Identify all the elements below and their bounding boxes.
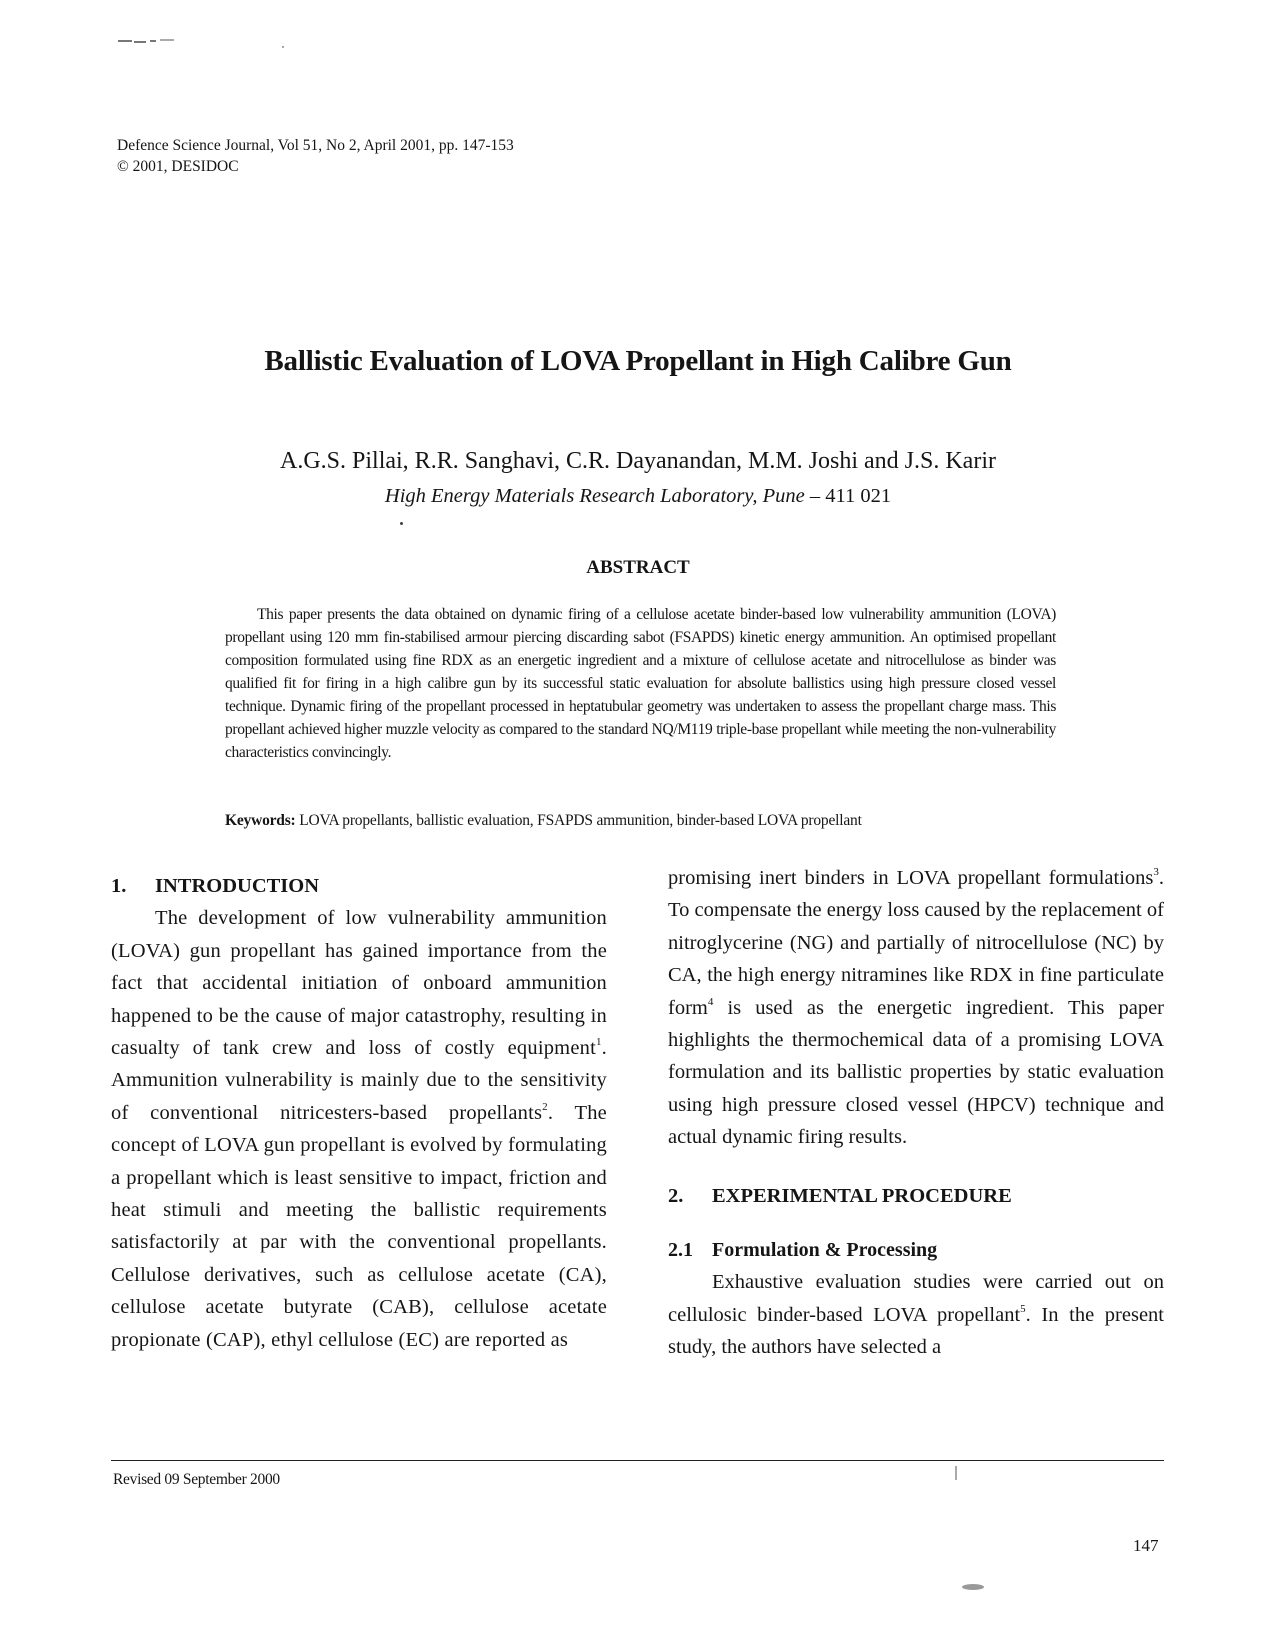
footnote-rule — [111, 1460, 1164, 1461]
scan-speck — [400, 522, 403, 525]
scan-speck — [955, 1466, 957, 1480]
scan-speck — [962, 1584, 984, 1590]
journal-header — [117, 135, 514, 177]
formulation-paragraph — [668, 1266, 1164, 1363]
affiliation-dash: – — [804, 485, 826, 507]
intro-paragraph — [111, 902, 607, 1356]
citation-ref: 2 — [542, 1100, 548, 1113]
affiliation-institution: High Energy Materials Research Laboratory, Pune — [384, 485, 805, 507]
keywords — [225, 812, 862, 830]
intro-text-part: . The concept of LOVA gun propellant is evolved by formulating a propellant which is least sensitive to impact, friction and heat stimuli and meeting the ballistic requirements satisfactorily at par with the conventional propellants. Cellulose derivatives, such as cellulose acetate (CA), cellulose acetate butyrate (CAB), cellulose acetate propionate (CAP), ethyl cellulose (EC) are reported as — [111, 1101, 607, 1351]
left-column — [111, 870, 607, 1356]
intro-text-part: promising inert binders in LOVA propellant formulations — [668, 867, 1154, 889]
intro-text-part: . To compensate the energy loss caused by the replacement of nitroglycerine (NG) and partially of nitrocellulose (NC) by CA, the high energy nitramines like RDX in fine particulate form — [668, 867, 1164, 1019]
subsection-number: 2.1 — [668, 1239, 693, 1262]
formulation-text-part: Exhaustive evaluation studies were carried out on cellulosic binder-based LOVA propellant — [668, 1271, 1164, 1326]
subsection-heading-formulation — [668, 1234, 1164, 1266]
page-number: 147 — [1133, 1536, 1159, 1555]
copyright-line: © 2001, DESIDOC — [117, 158, 239, 175]
citation-ref: 4 — [707, 995, 714, 1008]
author-list: A.G.S. Pillai, R.R. Sanghavi, C.R. Dayanandan, M.M. Joshi and J.S. Karir — [280, 448, 996, 474]
intro-text-part: The development of low vulnerability ammunition (LOVA) gun propellant has gained importance from the fact that accidental initiation of onboard ammunition happened to be the cause of major catastrophy, resulting in casualty of tank crew and loss of costly equipment — [111, 907, 607, 1060]
spacer — [668, 1212, 1164, 1234]
section-title: EXPERIMENTAL PROCEDURE — [712, 1184, 1012, 1207]
scan-artifact — [118, 40, 176, 44]
intro-text-part: is used as the energetic ingredient. This paper highlights the thermochemical data of a promising LOVA formulation and its ballistic properties by static evaluation using high pressure closed vessel (HPCV) technique and actual dynamic firing results. — [668, 996, 1164, 1149]
abstract-heading: ABSTRACT — [586, 557, 690, 578]
keywords-label: Keywords: — [225, 812, 296, 829]
journal-citation: Defence Science Journal, Vol 51, No 2, April 2001, pp. 147-153 — [117, 137, 514, 154]
citation-ref: 1 — [595, 1036, 602, 1049]
intro-text-part: . Ammunition vulnerability is mainly due to the sensitivity of conventional nitricesters-based propellants — [111, 1037, 607, 1124]
abstract-text: This paper presents the data obtained on dynamic firing of a cellulose acetate binder-based low vulnerability ammunition (LOVA) propellant using 120 mm fin-stabilised armour piercing discarding sabot (FSAPDS) kinetic energy ammunition. An optimised propellant composition formulated using fine RDX as an energetic ingredient and a mixture of cellulose acetate and nitrocellulose as binder was qualified fit for firing in a high calibre gun by its successful static evaluation for absolute ballistics using high pressure closed vessel technique. Dynamic firing of the propellant processed in heptatubular geometry was undertaken to assess the propellant charge mass. This propellant achieved higher muzzle velocity as compared to the standard NQ/M119 triple-base propellant while meeting the non-vulnerability characteristics convincingly. — [225, 606, 1056, 761]
formulation-text-part: . In the present study, the authors have selected a — [668, 1303, 1164, 1359]
paper-title: Ballistic Evaluation of LOVA Propellant in High Calibre Gun — [264, 345, 1012, 377]
section-number: 1. — [111, 875, 127, 897]
subsection-title: Formulation & Processing — [712, 1239, 938, 1262]
right-column — [668, 862, 1164, 1364]
section-number: 2. — [668, 1184, 684, 1207]
affiliation — [0, 485, 1276, 508]
citation-ref: 3 — [1153, 866, 1159, 878]
scan-speck — [282, 46, 284, 48]
section-heading-introduction — [111, 870, 607, 902]
spacer — [668, 1154, 1164, 1180]
keywords-text: LOVA propellants, ballistic evaluation, FSAPDS ammunition, binder-based LOVA propellant — [295, 812, 862, 829]
section-title: INTRODUCTION — [155, 875, 320, 897]
affiliation-pin: 411 021 — [825, 485, 892, 507]
revised-date: Revised 09 September 2000 — [113, 1471, 280, 1488]
citation-ref: 5 — [1020, 1302, 1026, 1315]
section-heading-experimental — [668, 1180, 1164, 1212]
abstract-body — [225, 603, 1056, 764]
intro-continuation-paragraph — [668, 862, 1164, 1154]
